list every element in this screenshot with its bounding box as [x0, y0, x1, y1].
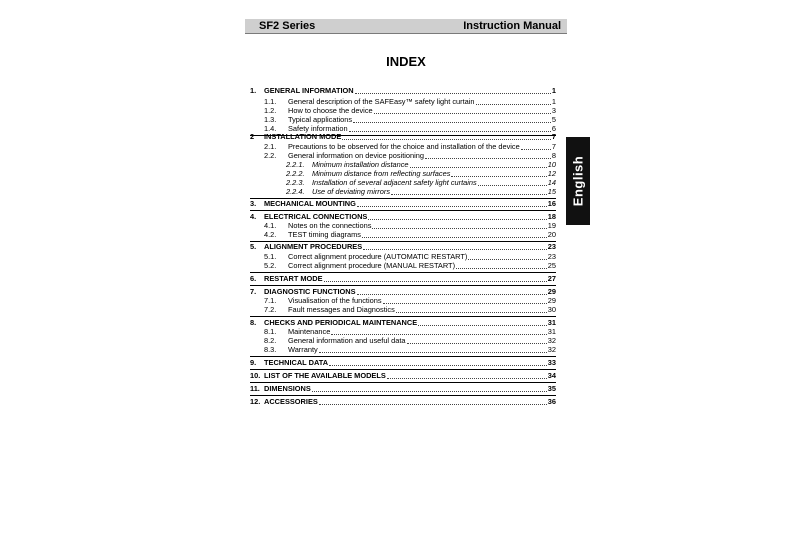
toc-entry-title: Safety information — [288, 124, 348, 133]
toc-entry-page: 16 — [547, 199, 556, 208]
toc-entry-number: 4.1. — [264, 221, 277, 230]
manual-type: Instruction Manual — [463, 20, 561, 32]
toc-entry-number: 1. — [250, 86, 257, 95]
toc-entry-number: 2.2.2. — [286, 169, 305, 178]
toc-entry-title: Minimum installation distance — [312, 160, 409, 169]
language-label: English — [570, 155, 586, 207]
toc-entry-title: TECHNICAL DATA — [264, 358, 329, 367]
toc-entry-title: Correct alignment procedure (AUTOMATIC RESTART) — [288, 252, 468, 261]
toc-entry-number: 2 — [250, 132, 255, 141]
toc-entry-page: 31 — [547, 318, 556, 327]
toc-entry-page: 31 — [547, 327, 556, 336]
toc-entry[interactable] — [250, 242, 556, 252]
toc-entry-title: Visualisation of the functions — [288, 296, 382, 305]
toc-entry-title: Maintenance — [288, 327, 331, 336]
toc-entry-title: Installation of several adjacent safety light curtains — [312, 178, 477, 187]
toc-entry-page: 23 — [547, 252, 556, 261]
page-title: INDEX — [386, 54, 426, 69]
toc-leader-dots — [407, 342, 547, 344]
toc-leader-dots — [357, 293, 547, 295]
toc-entry-number: 11. — [250, 384, 260, 393]
toc-entry-number: 8.3. — [264, 345, 277, 354]
toc-entry-page: 35 — [547, 384, 556, 393]
toc-entry-page: 10 — [547, 160, 556, 169]
toc-entry-title: LIST OF THE AVAILABLE MODELS — [264, 371, 386, 380]
toc-leader-dots — [418, 324, 547, 326]
toc-entry-page: 32 — [547, 345, 556, 354]
toc-leader-dots — [319, 351, 547, 353]
toc-leader-dots — [396, 311, 547, 313]
section-divider — [250, 356, 556, 357]
toc-entry-number: 5.1. — [264, 252, 277, 261]
series-name: SF2 Series — [259, 20, 316, 32]
toc-leader-dots — [425, 157, 551, 159]
toc-entry[interactable] — [250, 274, 556, 284]
toc-entry-number: 12. — [250, 397, 261, 406]
toc-entry-title: MECHANICAL MOUNTING — [264, 199, 356, 208]
section-divider — [250, 272, 556, 273]
toc-entry-title: Warranty — [288, 345, 318, 354]
toc-entry-number: 5. — [250, 242, 257, 251]
toc-entry[interactable] — [250, 371, 556, 381]
toc-leader-dots — [319, 403, 547, 405]
toc-entry-page: 7 — [551, 142, 556, 151]
toc-entry-page: 25 — [547, 261, 556, 270]
toc-entry-number: 7.1. — [264, 296, 277, 305]
toc-entry-number: 2.2. — [264, 151, 277, 160]
toc-entry[interactable] — [250, 397, 556, 407]
toc-leader-dots — [331, 333, 546, 335]
toc-entry-page: 23 — [547, 242, 556, 251]
toc-leader-dots — [410, 166, 547, 168]
toc-entry-title: General information and useful data — [288, 336, 406, 345]
toc-leader-dots — [362, 236, 547, 238]
toc-entry-page: 36 — [547, 397, 556, 406]
toc-entry-page: 33 — [547, 358, 556, 367]
toc-entry-title: Minimum distance from reflecting surfaces — [312, 169, 451, 178]
toc-entry-page: 34 — [547, 371, 556, 380]
toc-entry-number: 9. — [250, 358, 257, 367]
toc-entry[interactable] — [250, 261, 556, 271]
toc-entry-number: 4.2. — [264, 230, 277, 239]
toc-entry-page: 30 — [547, 305, 556, 314]
toc-entry-title: ACCESSORIES — [264, 397, 318, 406]
section-divider — [250, 210, 556, 211]
toc-entry-title: GENERAL INFORMATION — [264, 86, 354, 95]
toc-leader-dots — [476, 103, 551, 105]
toc-entry-number: 5.2. — [264, 261, 277, 270]
toc-entry-page: 7 — [551, 132, 556, 141]
toc-entry-title: Notes on the connections — [288, 221, 372, 230]
toc-entry-page: 27 — [547, 274, 556, 283]
toc-entry-number: 2.2.1. — [286, 160, 305, 169]
toc-entry-number: 6. — [250, 274, 257, 283]
toc-entry[interactable] — [250, 86, 556, 96]
toc-leader-dots — [357, 205, 547, 207]
language-tab — [566, 137, 590, 225]
toc-leader-dots — [478, 184, 547, 186]
toc-leader-dots — [468, 258, 546, 260]
toc-entry-number: 8. — [250, 318, 257, 327]
toc-leader-dots — [363, 248, 547, 250]
toc-entry-page: 5 — [551, 115, 556, 124]
toc-entry[interactable] — [250, 345, 556, 355]
toc-leader-dots — [391, 193, 547, 195]
toc-entry-title: DIMENSIONS — [264, 384, 311, 393]
section-divider — [250, 395, 556, 396]
toc-leader-dots — [451, 175, 546, 177]
toc-entry-number: 2.2.4. — [286, 187, 305, 196]
toc-entry-number: 2.1. — [264, 142, 277, 151]
section-divider — [250, 316, 556, 317]
toc-entry-title: DIAGNOSTIC FUNCTIONS — [264, 287, 356, 296]
toc-entry-page: 3 — [551, 106, 556, 115]
toc-entry[interactable] — [250, 358, 556, 368]
toc-entry-title: RESTART MODE — [264, 274, 323, 283]
toc-entry-title: ALIGNMENT PROCEDURES — [264, 242, 363, 251]
toc-entry-page: 1 — [551, 86, 556, 95]
toc-leader-dots — [374, 112, 551, 114]
toc-entry-number: 8.1. — [264, 327, 277, 336]
toc-entry-number: 2.2.3. — [286, 178, 305, 187]
toc-entry-page: 14 — [547, 178, 556, 187]
toc-leader-dots — [521, 148, 551, 150]
page-header — [245, 19, 567, 34]
toc-entry-title: CHECKS AND PERIODICAL MAINTENANCE — [264, 318, 418, 327]
toc-leader-dots — [368, 218, 546, 220]
section-divider — [250, 369, 556, 370]
toc-entry[interactable] — [250, 305, 556, 315]
toc-entry-page: 6 — [551, 124, 556, 133]
toc-leader-dots — [372, 227, 546, 229]
toc-entry-title: TEST timing diagrams — [288, 230, 361, 239]
toc-entry-page: 32 — [547, 336, 556, 345]
toc-entry-number: 10. — [250, 371, 261, 380]
toc-leader-dots — [342, 138, 551, 140]
toc-entry-number: 1.2. — [264, 106, 277, 115]
toc-entry-number: 4. — [250, 212, 257, 221]
toc-entry-number: 3. — [250, 199, 257, 208]
toc-entry[interactable] — [250, 230, 556, 240]
toc-entry-page: 12 — [547, 169, 556, 178]
toc-leader-dots — [353, 121, 551, 123]
toc-leader-dots — [456, 267, 547, 269]
toc-entry-number: 7. — [250, 287, 257, 296]
toc-leader-dots — [355, 92, 551, 94]
toc-entry[interactable] — [250, 187, 556, 197]
toc-entry-page: 8 — [551, 151, 556, 160]
toc-entry[interactable] — [250, 199, 556, 209]
toc-leader-dots — [329, 364, 547, 366]
toc-entry-page: 18 — [547, 212, 556, 221]
section-divider — [250, 382, 556, 383]
toc-entry-title: Fault messages and Diagnostics — [288, 305, 395, 314]
toc-entry-page: 29 — [547, 296, 556, 305]
toc-entry-title: General description of the SAFEasy™ safety light curtain — [288, 97, 475, 106]
toc-entry-number: 1.3. — [264, 115, 277, 124]
toc-entry-page: 29 — [547, 287, 556, 296]
toc-entry-number: 8.2. — [264, 336, 277, 345]
toc-leader-dots — [324, 280, 547, 282]
toc-entry[interactable] — [250, 384, 556, 394]
toc-leader-dots — [387, 377, 547, 379]
toc-entry-title: Typical applications — [288, 115, 353, 124]
toc-leader-dots — [383, 302, 547, 304]
toc-entry-title: ELECTRICAL CONNECTIONS — [264, 212, 368, 221]
toc-entry-title: INSTALLATION MODE — [264, 132, 342, 141]
toc-entry[interactable] — [250, 132, 556, 142]
toc-entry-page: 20 — [547, 230, 556, 239]
toc-entry-page: 15 — [547, 187, 556, 196]
toc-entry-number: 1.1. — [264, 97, 277, 106]
toc-entry-number: 1.4. — [264, 124, 277, 133]
toc-leader-dots — [312, 390, 547, 392]
toc-entry-page: 19 — [547, 221, 556, 230]
toc-entry-title: Correct alignment procedure (MANUAL RESTART) — [288, 261, 456, 270]
toc-entry-title: Use of deviating mirrors — [312, 187, 391, 196]
toc-entry-title: General information on device positioning — [288, 151, 424, 160]
toc-entry-title: Precautions to be observed for the choice and installation of the device — [288, 142, 520, 151]
toc-entry-number: 7.2. — [264, 305, 277, 314]
toc-entry-title: How to choose the device — [288, 106, 373, 115]
section-divider — [250, 285, 556, 286]
toc-entry-page: 1 — [551, 97, 556, 106]
